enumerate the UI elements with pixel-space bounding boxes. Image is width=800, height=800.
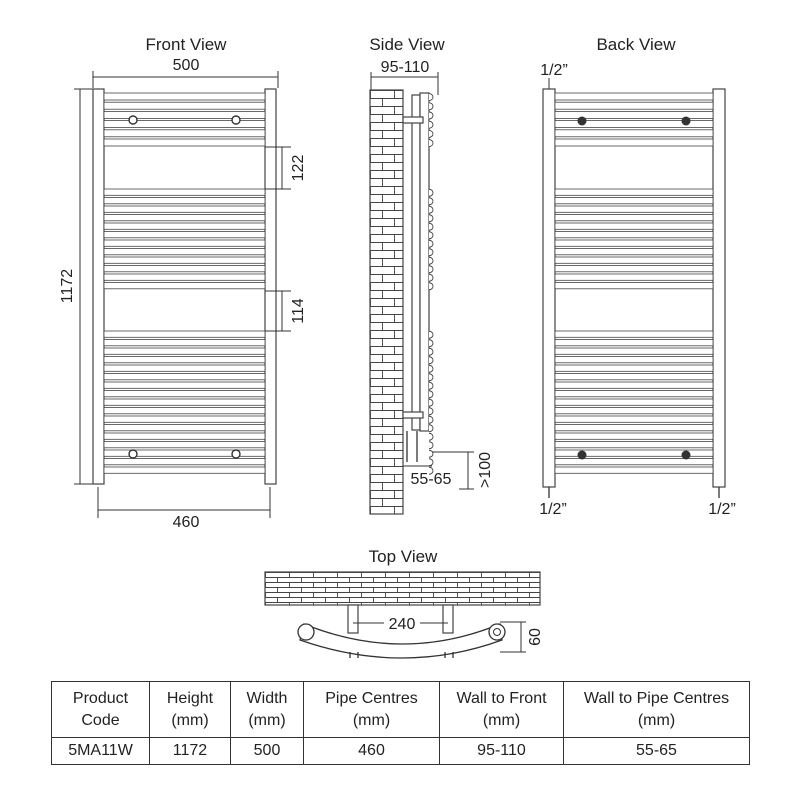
towel-bar	[555, 189, 713, 195]
back-view	[539, 35, 736, 518]
header-height	[150, 682, 231, 738]
bar-end	[429, 103, 433, 110]
header-product-code	[52, 682, 150, 738]
side-valve-pipe	[407, 431, 417, 462]
towel-bar	[555, 459, 713, 465]
towel-bar	[104, 399, 265, 405]
towel-bar	[555, 382, 713, 388]
towel-bar	[555, 331, 713, 337]
towel-bar	[104, 232, 265, 238]
towel-bar	[555, 206, 713, 212]
top-view	[265, 547, 544, 658]
side-view-title: Side View	[369, 35, 445, 54]
towel-bar	[104, 416, 265, 422]
wall-bricks	[370, 90, 403, 514]
front-width-label: 500	[172, 57, 200, 74]
towel-bar	[555, 467, 713, 473]
towel-bar	[104, 266, 265, 272]
pipe-centres-label: 460	[172, 514, 200, 531]
wall-to-front-label: 95-110	[380, 59, 430, 76]
towel-bar	[104, 130, 265, 137]
towel-bar	[104, 257, 265, 263]
towel-bar	[555, 442, 713, 448]
bar-end	[429, 442, 433, 449]
towel-bar	[104, 206, 265, 212]
towel-bar	[104, 111, 265, 118]
front-view-title: Front View	[145, 35, 227, 54]
towel-bar	[555, 283, 713, 289]
towel-bar	[104, 215, 265, 221]
towel-bar	[104, 121, 265, 128]
header-text: Code	[81, 711, 120, 729]
front-left-rail	[93, 89, 104, 484]
side-radiator-front	[420, 93, 429, 431]
towel-bar	[555, 433, 713, 439]
towel-bar	[555, 139, 713, 146]
cell-height: 1172	[150, 738, 231, 765]
towel-bar	[104, 102, 265, 109]
towel-bar	[555, 102, 713, 109]
towel-bar	[555, 266, 713, 272]
towel-bar	[555, 374, 713, 380]
bar-end	[429, 94, 433, 101]
back-inlet-top-label: 1/2”	[540, 62, 568, 79]
back-towel-bars	[555, 93, 713, 473]
gap-mid-label: 114	[290, 298, 307, 324]
bar-end	[429, 365, 433, 372]
bracket-hole-icon	[129, 450, 137, 458]
front-view	[59, 35, 307, 531]
header-wall-to-pipe-centres	[564, 682, 750, 738]
towel-bar	[555, 93, 713, 100]
bracket-hole-icon	[232, 116, 240, 124]
bar-end	[429, 433, 433, 440]
towel-bar	[555, 425, 713, 431]
towel-bar	[104, 467, 265, 473]
towel-bar	[555, 357, 713, 363]
towel-bar	[104, 408, 265, 414]
towel-bar	[104, 442, 265, 448]
towel-bar	[104, 425, 265, 431]
towel-bar	[104, 274, 265, 280]
bracket-hole-icon	[129, 116, 137, 124]
towel-bar	[104, 459, 265, 465]
front-height-label: 1172	[59, 268, 76, 304]
back-right-rail	[713, 89, 725, 487]
depth-label: 60	[527, 628, 544, 646]
wall-to-pipe-label: 55-65	[410, 471, 452, 488]
towel-bar	[104, 450, 265, 456]
bar-end	[429, 140, 433, 147]
header-text: Wall to Front	[456, 689, 547, 707]
header-text: Pipe Centres	[325, 689, 418, 707]
cell-wall-to-front: 95-110	[440, 738, 564, 765]
header-pipe-centres	[304, 682, 440, 738]
towel-bar	[555, 399, 713, 405]
towel-bar	[555, 365, 713, 371]
towel-bar	[555, 274, 713, 280]
back-inlet-bottom-right-label: 1/2”	[708, 501, 736, 518]
bracket-icon	[578, 117, 587, 126]
towel-bar	[555, 348, 713, 354]
bar-end	[429, 357, 433, 364]
towel-bar	[104, 391, 265, 397]
towel-bar	[104, 357, 265, 363]
towel-bar	[104, 139, 265, 146]
header-text: Height	[166, 689, 214, 707]
spec-table-header-row	[52, 682, 750, 738]
side-bottom-bracket	[403, 412, 423, 418]
bar-end	[429, 198, 433, 205]
bar-end	[429, 450, 433, 457]
header-text: (mm)	[637, 711, 676, 729]
towel-bar	[104, 189, 265, 195]
top-right-bracket	[443, 605, 453, 633]
bar-end	[429, 206, 433, 213]
towel-bar	[104, 283, 265, 289]
towel-bar	[104, 340, 265, 346]
front-right-rail	[265, 89, 276, 484]
table-row	[52, 738, 750, 765]
bar-end	[429, 215, 433, 222]
towel-bar	[555, 416, 713, 422]
towel-bar	[555, 257, 713, 263]
left-rail-end-icon	[298, 624, 314, 640]
bar-end	[429, 408, 433, 415]
towel-bar	[104, 331, 265, 337]
bar-end	[429, 382, 433, 389]
bar-end	[429, 348, 433, 355]
bracket-hole-icon	[232, 450, 240, 458]
bracket-icon	[682, 117, 691, 126]
bar-end	[429, 112, 433, 119]
towel-bar	[104, 198, 265, 204]
spec-table	[51, 681, 750, 765]
bar-end	[429, 459, 433, 466]
cell-product-code: 5MA11W	[52, 738, 150, 765]
cell-wall-to-pipe-centres: 55-65	[564, 738, 750, 765]
bar-end	[429, 274, 433, 281]
back-inlet-bottom-left-label: 1/2”	[539, 501, 567, 518]
header-text: Product	[72, 689, 129, 707]
towel-bar	[555, 111, 713, 118]
towel-bar	[555, 223, 713, 229]
header-width	[231, 682, 304, 738]
cell-width: 500	[231, 738, 304, 765]
towel-bar	[104, 433, 265, 439]
towel-bar	[555, 215, 713, 221]
towel-bar	[104, 374, 265, 380]
side-bar-ends	[429, 94, 433, 475]
towel-bar	[104, 223, 265, 229]
bar-end	[429, 232, 433, 239]
bracket-centres-label: 240	[388, 616, 416, 633]
header-text: Width	[246, 689, 288, 707]
bar-end	[429, 374, 433, 381]
top-view-title: Top View	[368, 547, 438, 566]
back-left-rail	[543, 89, 555, 487]
bar-end	[429, 257, 433, 264]
bar-end	[429, 283, 433, 290]
side-view	[369, 35, 494, 514]
towel-bar	[555, 391, 713, 397]
header-text: (mm)	[171, 711, 209, 729]
bracket-icon	[682, 451, 691, 460]
side-top-bracket	[403, 117, 423, 123]
bracket-icon	[578, 451, 587, 460]
bar-end	[429, 240, 433, 247]
bar-end	[429, 425, 433, 432]
cell-pipe-centres: 460	[304, 738, 440, 765]
towel-bar	[555, 408, 713, 414]
bar-end	[429, 249, 433, 256]
bar-end	[429, 121, 433, 128]
bar-end	[429, 266, 433, 273]
bar-end	[429, 399, 433, 406]
bar-end	[429, 331, 433, 338]
right-rail-inner	[494, 629, 501, 636]
front-towel-bars	[104, 93, 265, 473]
header-text: (mm)	[482, 711, 521, 729]
header-text: Wall to Pipe Centres	[583, 689, 730, 707]
towel-bar	[104, 93, 265, 100]
header-wall-to-front	[440, 682, 564, 738]
towel-bar	[104, 348, 265, 354]
bar-end	[429, 189, 433, 196]
towel-bar	[555, 249, 713, 255]
bar-end	[429, 391, 433, 398]
back-view-title: Back View	[596, 35, 676, 54]
gap-top-label: 122	[290, 154, 307, 182]
bar-end	[429, 416, 433, 423]
towel-bar	[555, 340, 713, 346]
towel-bar	[555, 240, 713, 246]
top-left-bracket	[348, 605, 358, 633]
bar-end	[429, 223, 433, 230]
towel-bar	[555, 232, 713, 238]
bar-end	[429, 340, 433, 347]
towel-bar	[104, 240, 265, 246]
towel-bar	[555, 198, 713, 204]
towel-bar	[104, 249, 265, 255]
bar-end	[429, 130, 433, 137]
top-wall-bricks	[265, 572, 540, 605]
header-text: (mm)	[352, 711, 391, 729]
towel-bar	[104, 382, 265, 388]
towel-bar	[555, 130, 713, 137]
floor-clearance-label: >100	[477, 451, 494, 489]
towel-bar	[104, 365, 265, 371]
side-radiator-rail	[412, 95, 420, 430]
header-text: (mm)	[248, 711, 286, 729]
